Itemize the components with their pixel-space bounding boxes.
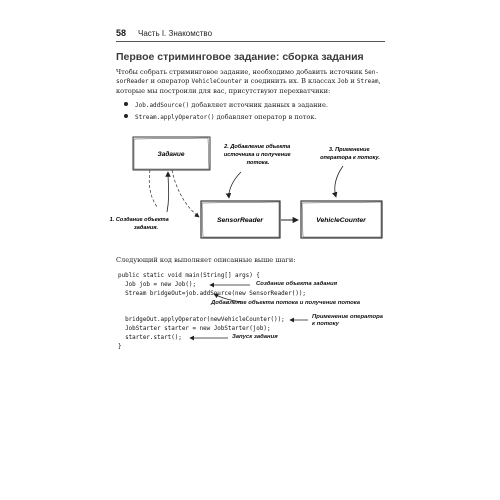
intro-text-2: и оператор [148, 77, 192, 86]
bullet-text: добавляет оператор в поток. [214, 113, 317, 121]
code-line: JobStarter starter = new JobStarter(job); [118, 326, 271, 332]
code-line: Job job = new Job(); [118, 282, 197, 288]
code-line: } [118, 344, 122, 350]
intro-text-6: которые мы построили для вас, присутствуют перехватчики: [116, 86, 331, 95]
running-header: Часть I. Знакомство [138, 28, 213, 38]
add-source-annotation: Добавление объекта потока и получение потока [211, 300, 361, 306]
create-job-annotation: Создание объекта задания [256, 281, 338, 287]
bullet-code: Job.addSource() [135, 102, 190, 109]
sensor-reader-label: SensorReader [216, 217, 264, 224]
intro-code-stream: Stream [356, 78, 379, 86]
step3-annotation: 3. Применение оператора к потоку. [320, 147, 380, 161]
intro-code-sensor-b: sorReader [116, 78, 149, 86]
step1-annotation: 1. Создание объекта задания. [109, 217, 169, 231]
intro-code-job: Job [337, 78, 349, 86]
code-line: public static void main(String[] args) { [118, 273, 260, 279]
code-line: bridgeOut.applyOperator(newVehicleCounter()); [118, 317, 285, 323]
section-title: Первое стриминговое задание: сборка задания [116, 51, 364, 63]
vehicle-counter-label: VehicleCounter [316, 217, 366, 224]
intro-text-4: и [348, 77, 357, 86]
code-line: starter.start(); [118, 335, 182, 341]
start-job-annotation: Запуск задания [232, 334, 278, 340]
apply-operator-line1: Применение оператора [312, 314, 383, 320]
code-intro: Следующий код выполняет описанные выше шаги: [116, 256, 296, 264]
intro-code-vehicle: VehicleCounter [191, 78, 243, 86]
intro-code-sensor-a: Sen- [364, 69, 379, 76]
bullet-code: Stream.applyOperator() [135, 114, 215, 121]
intro-text-1: Чтобы собрать стриминговое задание, необходимо добавить источник [116, 68, 365, 76]
code-line: Stream bridgeOut=job.addSource(new SensorReader()); [118, 291, 306, 297]
job-box-label: Задание [157, 151, 185, 158]
page-number: 58 [116, 28, 127, 38]
step2-annotation: 2. Добавление объекта источника и получение потока. [223, 144, 291, 166]
intro-text-3: и соединить их. В классах [242, 77, 338, 86]
intro-text-5: , [378, 77, 381, 86]
bullet-text: добавляет источник данных в задание. [189, 101, 328, 109]
apply-operator-line2: к потоку [312, 321, 339, 327]
apply-operator-annotation [312, 314, 383, 328]
